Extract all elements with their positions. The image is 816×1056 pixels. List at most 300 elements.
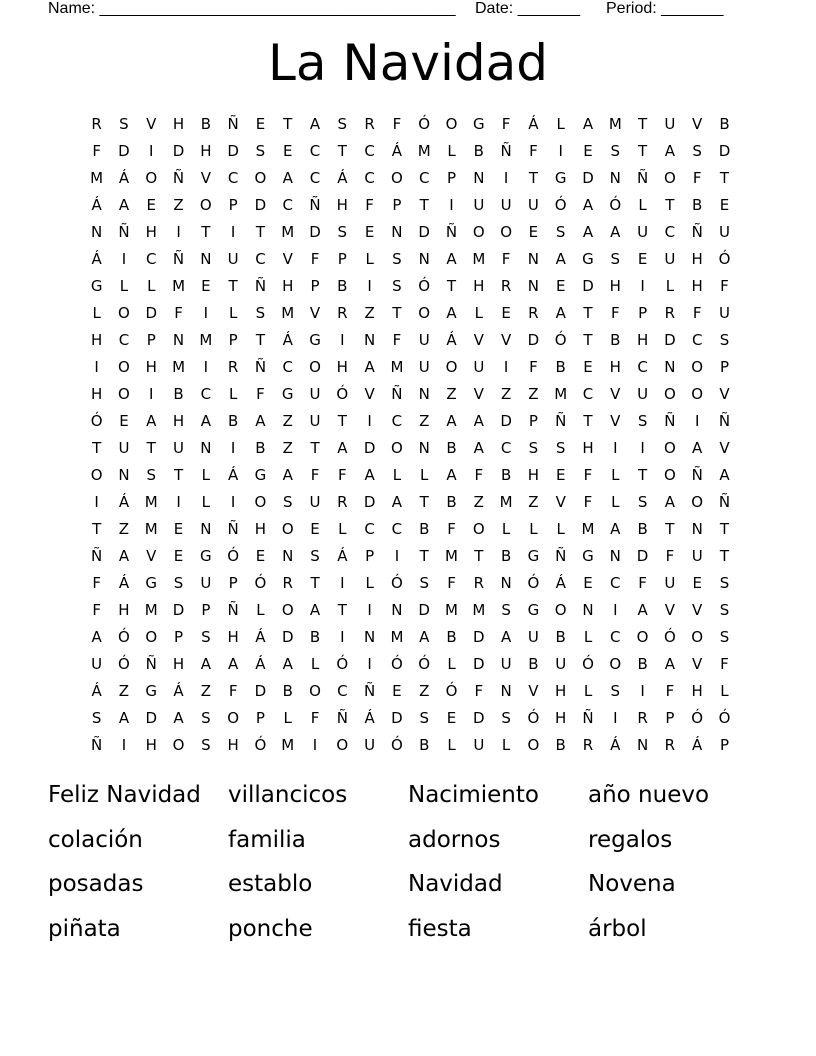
grid-letter[interactable]: L	[92, 304, 101, 322]
grid-letter[interactable]: Á	[337, 169, 348, 187]
grid-letter[interactable]: C	[309, 142, 321, 160]
grid-letter[interactable]: O	[691, 628, 704, 646]
grid-letter[interactable]: C	[200, 385, 212, 403]
grid-letter[interactable]: D	[145, 304, 158, 322]
grid-letter[interactable]: Á	[91, 196, 102, 214]
grid-letter[interactable]: O	[336, 736, 349, 754]
grid-letter[interactable]: T	[528, 169, 538, 187]
grid-letter[interactable]: U	[200, 574, 212, 592]
grid-letter[interactable]: M	[144, 520, 158, 538]
grid-letter[interactable]: C	[500, 439, 512, 457]
grid-letter[interactable]: O	[609, 655, 622, 673]
grid-letter[interactable]: G	[527, 547, 540, 565]
grid-letter[interactable]: G	[145, 574, 158, 592]
grid-letter[interactable]: P	[337, 250, 347, 268]
grid-letter[interactable]: H	[609, 358, 621, 376]
grid-letter[interactable]: L	[501, 520, 511, 538]
grid-letter[interactable]: Ó	[227, 547, 240, 565]
grid-letter[interactable]: E	[583, 574, 593, 592]
grid-letter[interactable]: Ñ	[445, 223, 458, 241]
grid-letter[interactable]: Ó	[336, 385, 349, 403]
grid-letter[interactable]: B	[692, 196, 703, 214]
grid-letter[interactable]: I	[340, 331, 345, 349]
grid-letter[interactable]: D	[172, 142, 185, 160]
grid-letter[interactable]: O	[391, 169, 403, 187]
grid-letter[interactable]: Ñ	[718, 493, 731, 511]
grid-letter[interactable]: E	[528, 223, 539, 241]
grid-letter[interactable]: M	[499, 493, 513, 511]
grid-letter[interactable]: C	[146, 250, 157, 268]
grid-letter[interactable]: C	[364, 520, 375, 538]
grid-letter[interactable]: Z	[500, 385, 512, 403]
grid-letter[interactable]: B	[227, 412, 239, 430]
grid-letter[interactable]: T	[337, 601, 347, 619]
grid-letter[interactable]: U	[309, 385, 321, 403]
grid-letter[interactable]: L	[611, 466, 620, 484]
grid-letter[interactable]: A	[255, 412, 266, 430]
grid-letter[interactable]: Z	[282, 439, 293, 457]
grid-letter[interactable]: S	[282, 493, 293, 511]
grid-letter[interactable]: O	[391, 439, 403, 457]
grid-letter[interactable]: D	[636, 547, 649, 565]
grid-letter[interactable]: E	[119, 412, 129, 430]
grid-letter[interactable]: H	[172, 655, 185, 673]
grid-letter[interactable]: P	[392, 196, 402, 214]
grid-letter[interactable]: A	[200, 655, 211, 673]
grid-letter[interactable]: M	[472, 601, 486, 619]
grid-letter[interactable]: M	[144, 601, 158, 619]
grid-letter[interactable]: D	[418, 601, 430, 619]
grid-letter[interactable]: A	[446, 304, 457, 322]
grid-letter[interactable]: E	[692, 574, 702, 592]
grid-letter[interactable]: B	[419, 520, 430, 538]
grid-letter[interactable]: P	[310, 277, 320, 295]
grid-letter[interactable]: B	[555, 628, 566, 646]
grid-letter[interactable]: S	[419, 709, 429, 727]
grid-letter[interactable]: Ñ	[91, 547, 103, 565]
grid-letter[interactable]: Á	[255, 655, 266, 673]
grid-letter[interactable]: S	[610, 142, 621, 160]
grid-letter[interactable]: A	[637, 601, 648, 619]
grid-letter[interactable]: D	[254, 682, 267, 700]
grid-letter[interactable]: A	[364, 466, 375, 484]
grid-letter[interactable]: F	[583, 466, 593, 484]
grid-letter[interactable]: Ñ	[718, 412, 731, 430]
grid-letter[interactable]: F	[474, 682, 484, 700]
grid-letter[interactable]: R	[282, 574, 293, 592]
grid-letter[interactable]: D	[363, 439, 376, 457]
grid-letter[interactable]: E	[201, 277, 211, 295]
grid-letter[interactable]: H	[227, 736, 239, 754]
grid-letter[interactable]: R	[91, 115, 102, 133]
grid-letter[interactable]: F	[256, 385, 265, 403]
grid-letter[interactable]: G	[472, 115, 485, 133]
grid-letter[interactable]: U	[718, 304, 730, 322]
grid-letter[interactable]: T	[92, 520, 102, 538]
grid-letter[interactable]: Ó	[554, 331, 567, 349]
grid-letter[interactable]: C	[610, 628, 621, 646]
grid-letter[interactable]: I	[367, 412, 372, 430]
grid-letter[interactable]: T	[638, 142, 648, 160]
grid-letter[interactable]: U	[473, 196, 485, 214]
grid-letter[interactable]: O	[227, 709, 240, 727]
grid-letter[interactable]: Ó	[582, 655, 594, 673]
grid-letter[interactable]: V	[664, 601, 676, 619]
grid-letter[interactable]: S	[637, 412, 648, 430]
grid-letter[interactable]: L	[447, 655, 456, 673]
grid-letter[interactable]: Á	[255, 628, 266, 646]
grid-letter[interactable]: B	[473, 142, 484, 160]
grid-letter[interactable]: V	[610, 385, 621, 403]
grid-letter[interactable]: D	[473, 655, 485, 673]
grid-letter[interactable]: C	[691, 331, 703, 349]
grid-letter[interactable]: Ñ	[336, 709, 348, 727]
grid-letter[interactable]: N	[636, 736, 649, 754]
grid-letter[interactable]: E	[310, 520, 320, 538]
grid-letter[interactable]: C	[664, 223, 676, 241]
grid-letter[interactable]: O	[145, 169, 158, 187]
grid-letter[interactable]: H	[227, 628, 239, 646]
grid-letter[interactable]: Ó	[527, 574, 540, 592]
grid-letter[interactable]: E	[173, 547, 184, 565]
grid-letter[interactable]: A	[664, 142, 676, 160]
grid-letter[interactable]: A	[282, 655, 293, 673]
grid-letter[interactable]: Ó	[254, 736, 267, 754]
grid-letter[interactable]: V	[146, 547, 157, 565]
grid-letter[interactable]: Á	[446, 331, 457, 349]
grid-letter[interactable]: U	[309, 493, 321, 511]
grid-letter[interactable]: Ó	[90, 412, 103, 430]
grid-letter[interactable]: L	[228, 385, 238, 403]
grid-letter[interactable]: L	[310, 655, 320, 673]
grid-letter[interactable]: Ñ	[582, 709, 594, 727]
grid-letter[interactable]: R	[664, 304, 676, 322]
grid-letter[interactable]: H	[582, 439, 594, 457]
grid-letter[interactable]: F	[692, 304, 702, 322]
grid-letter[interactable]: G	[554, 169, 567, 187]
grid-letter[interactable]: M	[144, 493, 158, 511]
grid-letter[interactable]: U	[527, 628, 539, 646]
grid-letter[interactable]: Á	[692, 736, 703, 754]
grid-letter[interactable]: D	[418, 223, 430, 241]
grid-letter[interactable]: M	[199, 331, 213, 349]
grid-letter[interactable]: M	[445, 547, 458, 565]
grid-letter[interactable]: N	[391, 223, 403, 241]
grid-letter[interactable]: G	[527, 601, 540, 619]
grid-letter[interactable]: M	[472, 250, 486, 268]
grid-letter[interactable]: S	[719, 331, 730, 349]
grid-letter[interactable]: S	[201, 736, 211, 754]
grid-letter[interactable]: Ó	[418, 115, 431, 133]
grid-letter[interactable]: E	[583, 142, 593, 160]
grid-letter[interactable]: Z	[446, 385, 457, 403]
grid-letter[interactable]: H	[145, 358, 157, 376]
grid-letter[interactable]: T	[419, 493, 429, 511]
grid-letter[interactable]: H	[145, 223, 157, 241]
date-field[interactable]: Date: _______	[475, 0, 580, 17]
grid-letter[interactable]: Á	[282, 331, 293, 349]
grid-letter[interactable]: S	[201, 628, 211, 646]
grid-letter[interactable]: M	[390, 628, 404, 646]
grid-letter[interactable]: D	[527, 331, 540, 349]
grid-letter[interactable]: P	[228, 331, 238, 349]
grid-letter[interactable]: C	[391, 520, 403, 538]
grid-letter[interactable]: O	[118, 385, 130, 403]
grid-letter[interactable]: T	[638, 466, 648, 484]
grid-letter[interactable]: R	[664, 736, 676, 754]
grid-letter[interactable]: I	[613, 709, 618, 727]
grid-letter[interactable]: B	[637, 520, 648, 538]
grid-letter[interactable]: Z	[473, 493, 484, 511]
grid-letter[interactable]: L	[583, 682, 593, 700]
grid-letter[interactable]: N	[364, 331, 376, 349]
grid-letter[interactable]: A	[446, 250, 457, 268]
grid-letter[interactable]: H	[473, 277, 485, 295]
grid-letter[interactable]: A	[582, 115, 594, 133]
grid-letter[interactable]: T	[419, 196, 429, 214]
grid-letter[interactable]: E	[637, 250, 648, 268]
grid-letter[interactable]: U	[664, 574, 676, 592]
grid-letter[interactable]: Z	[419, 682, 430, 700]
grid-letter[interactable]: N	[609, 547, 621, 565]
grid-letter[interactable]: O	[90, 466, 103, 484]
grid-letter[interactable]: Ñ	[118, 223, 130, 241]
grid-letter[interactable]: Á	[118, 169, 130, 187]
grid-letter[interactable]: P	[228, 574, 238, 592]
grid-letter[interactable]: B	[200, 115, 211, 133]
grid-letter[interactable]: O	[527, 736, 540, 754]
grid-letter[interactable]: T	[337, 412, 347, 430]
grid-letter[interactable]: O	[118, 358, 130, 376]
grid-letter[interactable]: Ñ	[91, 736, 103, 754]
grid-letter[interactable]: A	[118, 709, 130, 727]
grid-letter[interactable]: F	[228, 682, 238, 700]
grid-letter[interactable]: F	[501, 115, 511, 133]
grid-letter[interactable]: A	[228, 655, 239, 673]
grid-letter[interactable]: H	[200, 142, 212, 160]
grid-letter[interactable]: V	[282, 250, 293, 268]
grid-letter[interactable]: P	[146, 331, 156, 349]
grid-letter[interactable]: C	[282, 196, 293, 214]
grid-letter[interactable]: I	[94, 493, 99, 511]
grid-letter[interactable]: A	[391, 493, 403, 511]
grid-letter[interactable]: T	[665, 196, 675, 214]
grid-letter[interactable]: I	[640, 439, 645, 457]
grid-letter[interactable]: B	[255, 439, 266, 457]
grid-letter[interactable]: A	[200, 412, 211, 430]
grid-letter[interactable]: E	[501, 304, 511, 322]
grid-letter[interactable]: N	[609, 169, 621, 187]
grid-letter[interactable]: B	[309, 628, 321, 646]
grid-letter[interactable]: I	[149, 385, 154, 403]
grid-letter[interactable]: Á	[91, 682, 102, 700]
grid-letter[interactable]: Ó	[554, 196, 567, 214]
grid-letter[interactable]: N	[582, 601, 594, 619]
grid-letter[interactable]: P	[719, 736, 729, 754]
grid-letter[interactable]: L	[119, 277, 129, 295]
grid-letter[interactable]: Ñ	[172, 250, 185, 268]
grid-letter[interactable]: V	[692, 601, 703, 619]
grid-letter[interactable]: T	[583, 331, 593, 349]
grid-letter[interactable]: L	[556, 115, 565, 133]
grid-letter[interactable]: U	[418, 331, 430, 349]
grid-letter[interactable]: M	[608, 115, 622, 133]
grid-letter[interactable]: D	[500, 412, 512, 430]
grid-letter[interactable]: H	[555, 709, 567, 727]
grid-letter[interactable]: T	[719, 547, 730, 565]
grid-letter[interactable]: O	[691, 358, 704, 376]
grid-letter[interactable]: Ñ	[227, 115, 239, 133]
grid-letter[interactable]: G	[200, 547, 212, 565]
grid-letter[interactable]: H	[636, 331, 649, 349]
grid-letter[interactable]: Ñ	[391, 385, 403, 403]
grid-letter[interactable]: A	[309, 601, 321, 619]
grid-letter[interactable]: V	[610, 412, 621, 430]
grid-letter[interactable]: Z	[528, 493, 539, 511]
grid-letter[interactable]: N	[527, 250, 540, 268]
grid-letter[interactable]: V	[555, 493, 566, 511]
grid-letter[interactable]: S	[692, 142, 702, 160]
grid-letter[interactable]: B	[173, 385, 184, 403]
grid-letter[interactable]: T	[583, 412, 593, 430]
grid-letter[interactable]: G	[582, 250, 594, 268]
grid-letter[interactable]: N	[664, 358, 676, 376]
grid-letter[interactable]: S	[255, 142, 266, 160]
grid-letter[interactable]: T	[310, 439, 320, 457]
grid-letter[interactable]: O	[145, 628, 158, 646]
grid-letter[interactable]: Z	[528, 385, 539, 403]
grid-letter[interactable]: S	[201, 709, 211, 727]
grid-letter[interactable]: M	[390, 358, 404, 376]
grid-letter[interactable]: O	[500, 223, 512, 241]
grid-letter[interactable]: S	[255, 304, 266, 322]
grid-letter[interactable]: Ñ	[555, 547, 567, 565]
grid-letter[interactable]: V	[473, 331, 484, 349]
grid-letter[interactable]: F	[665, 547, 675, 565]
grid-letter[interactable]: C	[309, 169, 321, 187]
grid-letter[interactable]: V	[692, 115, 703, 133]
grid-letter[interactable]: Ó	[391, 655, 403, 673]
grid-letter[interactable]: H	[527, 466, 540, 484]
grid-letter[interactable]: A	[364, 358, 375, 376]
grid-letter[interactable]: R	[337, 304, 348, 322]
grid-letter[interactable]: F	[174, 304, 183, 322]
grid-letter[interactable]: Z	[118, 682, 130, 700]
grid-letter[interactable]: M	[172, 358, 186, 376]
grid-letter[interactable]: T	[255, 223, 266, 241]
grid-letter[interactable]: I	[176, 493, 181, 511]
grid-letter[interactable]: S	[337, 115, 348, 133]
grid-letter[interactable]: T	[283, 115, 293, 133]
period-field[interactable]: Period: _______	[606, 0, 724, 17]
grid-letter[interactable]: I	[367, 601, 372, 619]
grid-letter[interactable]: Ñ	[555, 412, 567, 430]
grid-letter[interactable]: M	[90, 169, 104, 187]
grid-letter[interactable]: R	[500, 277, 512, 295]
grid-letter[interactable]: Ó	[718, 709, 731, 727]
grid-letter[interactable]: A	[337, 439, 348, 457]
grid-letter[interactable]: U	[664, 250, 676, 268]
grid-letter[interactable]: L	[392, 466, 402, 484]
grid-letter[interactable]: A	[419, 628, 430, 646]
grid-letter[interactable]: E	[583, 358, 593, 376]
grid-letter[interactable]: N	[172, 331, 185, 349]
grid-letter[interactable]: O	[172, 736, 185, 754]
grid-letter[interactable]: B	[446, 439, 457, 457]
grid-letter[interactable]: M	[281, 304, 295, 322]
grid-letter[interactable]: E	[446, 709, 457, 727]
grid-letter[interactable]: F	[447, 520, 456, 538]
grid-letter[interactable]: O	[281, 520, 294, 538]
grid-letter[interactable]: B	[282, 682, 293, 700]
grid-letter[interactable]: U	[364, 736, 376, 754]
grid-letter[interactable]: O	[663, 439, 676, 457]
grid-letter[interactable]: R	[528, 304, 539, 322]
grid-letter[interactable]: E	[255, 115, 266, 133]
grid-letter[interactable]: Ó	[336, 655, 349, 673]
grid-letter[interactable]: B	[610, 331, 621, 349]
grid-letter[interactable]: T	[638, 115, 648, 133]
grid-letter[interactable]: S	[173, 574, 184, 592]
grid-letter[interactable]: O	[636, 628, 649, 646]
grid-letter[interactable]: G	[254, 466, 267, 484]
grid-letter[interactable]: V	[309, 304, 321, 322]
grid-letter[interactable]: O	[663, 385, 676, 403]
grid-letter[interactable]: Z	[282, 412, 293, 430]
grid-letter[interactable]: P	[446, 169, 457, 187]
grid-letter[interactable]: F	[720, 277, 729, 295]
grid-letter[interactable]: F	[92, 601, 101, 619]
grid-letter[interactable]: S	[719, 601, 730, 619]
grid-letter[interactable]: O	[554, 601, 567, 619]
grid-letter[interactable]: E	[555, 466, 566, 484]
grid-letter[interactable]: L	[283, 709, 292, 727]
grid-letter[interactable]: M	[281, 736, 295, 754]
grid-letter[interactable]: B	[637, 655, 648, 673]
grid-letter[interactable]: T	[92, 439, 102, 457]
grid-letter[interactable]: H	[555, 682, 567, 700]
grid-letter[interactable]: D	[582, 169, 594, 187]
grid-letter[interactable]: I	[340, 574, 345, 592]
grid-letter[interactable]: H	[91, 331, 103, 349]
grid-letter[interactable]: L	[420, 466, 429, 484]
grid-letter[interactable]: P	[228, 196, 238, 214]
grid-letter[interactable]: L	[529, 520, 538, 538]
grid-letter[interactable]: I	[503, 169, 509, 187]
grid-letter[interactable]: I	[394, 547, 400, 565]
grid-letter[interactable]: P	[201, 601, 211, 619]
grid-letter[interactable]: A	[282, 169, 293, 187]
grid-letter[interactable]: F	[92, 574, 101, 592]
grid-letter[interactable]: I	[640, 277, 645, 295]
grid-letter[interactable]: Ó	[691, 709, 704, 727]
grid-letter[interactable]: F	[692, 169, 702, 187]
grid-letter[interactable]: V	[528, 682, 539, 700]
grid-letter[interactable]: O	[254, 169, 267, 187]
grid-letter[interactable]: H	[336, 358, 348, 376]
grid-letter[interactable]: S	[719, 574, 730, 592]
grid-letter[interactable]: O	[199, 196, 212, 214]
grid-letter[interactable]: L	[365, 574, 374, 592]
grid-letter[interactable]: N	[500, 574, 512, 592]
grid-letter[interactable]: D	[309, 223, 321, 241]
grid-letter[interactable]: T	[201, 223, 211, 241]
grid-letter[interactable]: G	[309, 331, 321, 349]
grid-letter[interactable]: E	[255, 547, 266, 565]
grid-letter[interactable]: P	[174, 628, 184, 646]
grid-letter[interactable]: I	[613, 439, 618, 457]
grid-letter[interactable]: R	[337, 493, 348, 511]
